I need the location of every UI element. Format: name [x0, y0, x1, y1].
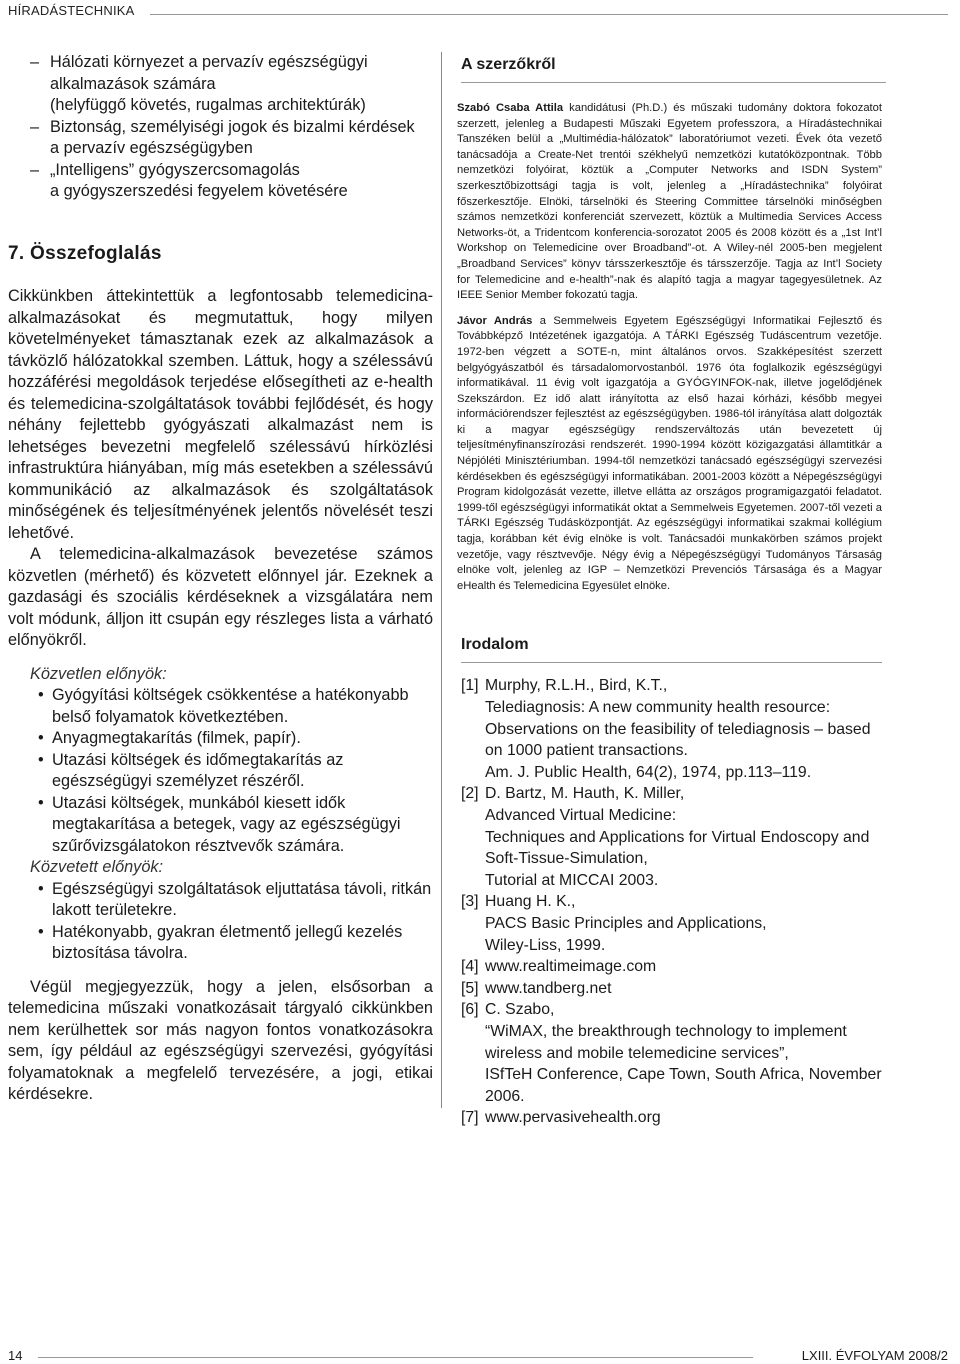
reference-text: Advanced Virtual Medicine: [485, 806, 677, 824]
reference-number: [1] [461, 677, 479, 695]
indirect-benefits-list [8, 879, 433, 965]
direct-benefits-heading: Közvetlen előnyök: [30, 664, 167, 683]
topic-item: – Hálózati környezet a pervazív egészségügyi alkalmazások számára (helyfüggő követés, rugalmas architektúrák) [30, 52, 433, 117]
reference-text: PACS Basic Principles and Applications, [485, 914, 767, 932]
reference-text: www.realtimeimage.com [485, 958, 657, 976]
list-item: • Utazási költségek, munkából kiesett idők megtakarítása a betegek, vagy az egészségügyi szűrővizsgálatokon résztvevők számára. [38, 793, 433, 858]
reference-item [461, 675, 882, 783]
reference-first-line [461, 675, 882, 697]
footer-rule [38, 1357, 753, 1358]
reference-list [461, 675, 882, 1128]
reference-item [461, 1107, 882, 1129]
reference-item [461, 956, 882, 978]
topic-list [30, 52, 433, 203]
reference-first-line [461, 783, 882, 805]
volume-label: LXIII. ÉVFOLYAM 2008/2 [801, 1348, 948, 1363]
reference-number: [6] [461, 1001, 479, 1019]
reference-first-line [461, 978, 882, 1000]
list-item: • Utazási költségek és időmegtakarítás az egészségügyi személyzet részéről. [38, 750, 433, 793]
reference-text: C. Szabo, [485, 1001, 555, 1019]
author-bio [457, 101, 882, 304]
reference-number: [2] [461, 785, 479, 803]
summary-paragraph: Cikkünkben áttekintettük a legfontosabb telemedicina-alkalmazásokat és megmutattuk, hogy milyen követelményeket támasztanak ezek az alkalmazások a távközlő hálózatokkal szemben. Láttuk, hogy a szélessávú hozzáférési megoldások terjedése elősegítheti az e-health és telemedicina-szolgáltatások további fejlődését, és hogy néhány fejlettebb gyógyászati alkalmazást nem is lehetséges bevezetni megfelelő szélessávú hírközlési infrastruktúra hiányában, míg más esetekben a szélessávú kommunikáció az alkalmazások és szolgáltatások minőségének és teljesítményének jelentős növelését teszi lehetővé. [8, 287, 433, 542]
left-column [8, 52, 433, 1106]
author-name: Szabó Csaba Attila [457, 102, 564, 114]
topic-item: – „Intelligens” gyógyszercsomagolás a gyógyszerszedési fegyelem követésére [30, 160, 433, 203]
closing-paragraph: Végül megjegyezzük, hogy a jelen, elsősorban a telemedicina műszaki vonatkozásait tárgyaló cikkünkben nem kerülhettek sor más nagyon fontos vonatkozásokra sem, így például az egészségügyi szervezési, gyógyítási folyamatoknak a megfelelő tervezésére, a jogi, etikai kérdésekre. [8, 977, 433, 1103]
reference-text: Telediagnosis: A new community health resource: Observations on the feasibility of telediagnosis – based on 1000 patient transactions. [485, 699, 871, 760]
page-number: 14 [8, 1348, 23, 1363]
list-item: • Gyógyítási költségek csökkentése a hatékonyabb belső folyamatok következtében. [38, 685, 433, 728]
reference-item [461, 783, 882, 891]
reference-number: [4] [461, 958, 479, 976]
author-bio [457, 314, 882, 595]
right-column [457, 52, 882, 1129]
reference-first-line [461, 956, 882, 978]
reference-first-line [461, 891, 882, 913]
reference-item [461, 999, 882, 1107]
reference-text: D. Bartz, M. Hauth, K. Miller, [485, 785, 685, 803]
reference-text: ISfTeH Conference, Cape Town, South Africa, November 2006. [485, 1066, 882, 1105]
section-title: 7. Összefoglalás [8, 242, 162, 264]
page-header [8, 0, 948, 22]
journal-title: HÍRADÁSTECHNIKA [8, 3, 135, 18]
page-footer [8, 1348, 948, 1364]
list-item: • Egészségügyi szolgáltatások eljuttatása távoli, ritkán lakott területekre. [38, 879, 433, 922]
authors-title: A szerzőkről [461, 56, 886, 83]
reference-text: Murphy, R.L.H., Bird, K.T., [485, 677, 668, 695]
reference-first-line [461, 1107, 882, 1129]
indirect-benefits-heading: Közvetett előnyök: [30, 858, 164, 876]
list-item: • Anyagmegtakarítás (filmek, papír). [38, 728, 433, 750]
reference-item [461, 978, 882, 1000]
reference-text: Am. J. Public Health, 64(2), 1974, pp.113–119. [485, 763, 812, 781]
reference-text: Huang H. K., [485, 893, 576, 911]
benefits-paragraph: A telemedicina-alkalmazások bevezetése számos közvetlen (mérhető) és közvetett előnnyel jár. Ezeknek a gazdasági és szociális kérdéseknek a vizsgálatára nem volt módunk, álljon itt csupán egy részleges lista a várható előnyökről. [8, 545, 433, 649]
reference-text: www.pervasivehealth.org [485, 1109, 661, 1127]
reference-text: www.tandberg.net [485, 979, 612, 997]
reference-text: Tutorial at MICCAI 2003. [485, 871, 659, 889]
reference-number: [5] [461, 979, 479, 997]
reference-item [461, 891, 882, 956]
reference-number: [3] [461, 893, 479, 911]
header-rule [150, 14, 948, 15]
author-name: Jávor András [457, 314, 533, 327]
reference-first-line [461, 999, 882, 1021]
references-title: Irodalom [461, 636, 882, 663]
author-bio-text: a Semmelweis Egyetem Egészségügyi Informatikai Fejlesztő és Továbbképző Intézetének igazgatója. A TÁRKI Egészség Tudáscentrum vezetője. 1972-ben végzett a SOTE-n, mint általános orvos. Szakképesítést szerzett belgyógyászatból és társadalomorvostanból. 1976 óta foglalkozik egészségügyi informatikával. 11 évig volt igazgatója a GYÓGYINFOK-nak, illetve jogelődjének Szekszárdon. Ez idő alatt irányította az első hazai kórházi, később megyei információrendszer fejlesztést az egészségügyben. 1986-tól irányítása alatt dolgozták ki a magyar egészségügy rendszerváltozás után bevezetett új teljesítményfinanszírozási rendszerét. 1990-1994 között közigazgatási államtitkár a Népjóléti Minisztériumban. 1994-től nemzetközi tanácsadó egészségügyi szervezési kérdésekben és egészségügyi informatikában. 2001-2003 között a Népegészségügyi Program kidolgozását vezette, illetve ellátta az országos programigazgatói feladatot. 1999-től egészségügyi informatikát oktat a Semmelweis Egyetemen. 2007-től vezeti a TÁRKI Egészség Tudásközpontját. Az egészségügyi informatikai szakmai kollégium tagja, korábban két évig elnöke is volt. Tanácsadói munkakörben számos projekt vezetője, vagy résztvevője. Négy évig a Népegészségügyi Tudományos Társaság elnöke volt, jelenleg az IGP – Nemzetközi Prevenciós Társasága és a Magyar eHealth és Telemedicina Egyesület elnöke. [457, 314, 882, 592]
column-divider [441, 52, 442, 1108]
topic-item: – Biztonság, személyiségi jogok és bizalmi kérdések a pervazív egészségügyben [30, 117, 433, 160]
reference-text: Techniques and Applications for Virtual Endoscopy and Soft-Tissue-Simulation, [485, 828, 870, 868]
direct-benefits-list [8, 685, 433, 857]
author-bio-text: kandidátusi (Ph.D.) és műszaki tudomány doktora fokozatot szerzett, jelenleg a Budapesti Műszaki Egyetem professzora, a Híradástechnikai Tanszéken belül a „Multimédia-hálózatok” laboratóriumot vezeti. Évek óta vezető tanácsadója a Create-Net trentói székhelyű nemzetközi kutatóközpontnak. Több nemzetközi folyóirat, köztük a „Computer Networks and ISDN System” szerkesztőbizottsági tagja is volt, jelenleg a „Híradástechnika” folyóirat főszerkesztője. Elnöki, társelnöki és Steering Committee társelnöki minőségben számos nemzetközi konferenciát szervezett, köztük a Multimedia Services Access Networks-öt, a Tridentcom konferencia-sorozatot 2005 és 2008 között és a „1st Int’l Workshop on Telemedicine over Broadband”-ot. A Wiley-nél 2005-ben megjelent „Broadband Services” könyv társszerkesztője és társszerzője. Tagja az Int’l Society for Telemedicine and e-health”-nak és alapító tagja a magyar tagegyesületnek. Az IEEE Senior Member fokozatú tagja. [457, 102, 882, 302]
list-item: • Hatékonyabb, gyakran életmentő jellegű kezelés biztosítása távolra. [38, 922, 433, 965]
reference-number: [7] [461, 1109, 479, 1127]
reference-text: Wiley-Liss, 1999. [485, 936, 606, 954]
reference-text: “WiMAX, the breakthrough technology to implement wireless and mobile telemedicine services”, [485, 1022, 847, 1062]
